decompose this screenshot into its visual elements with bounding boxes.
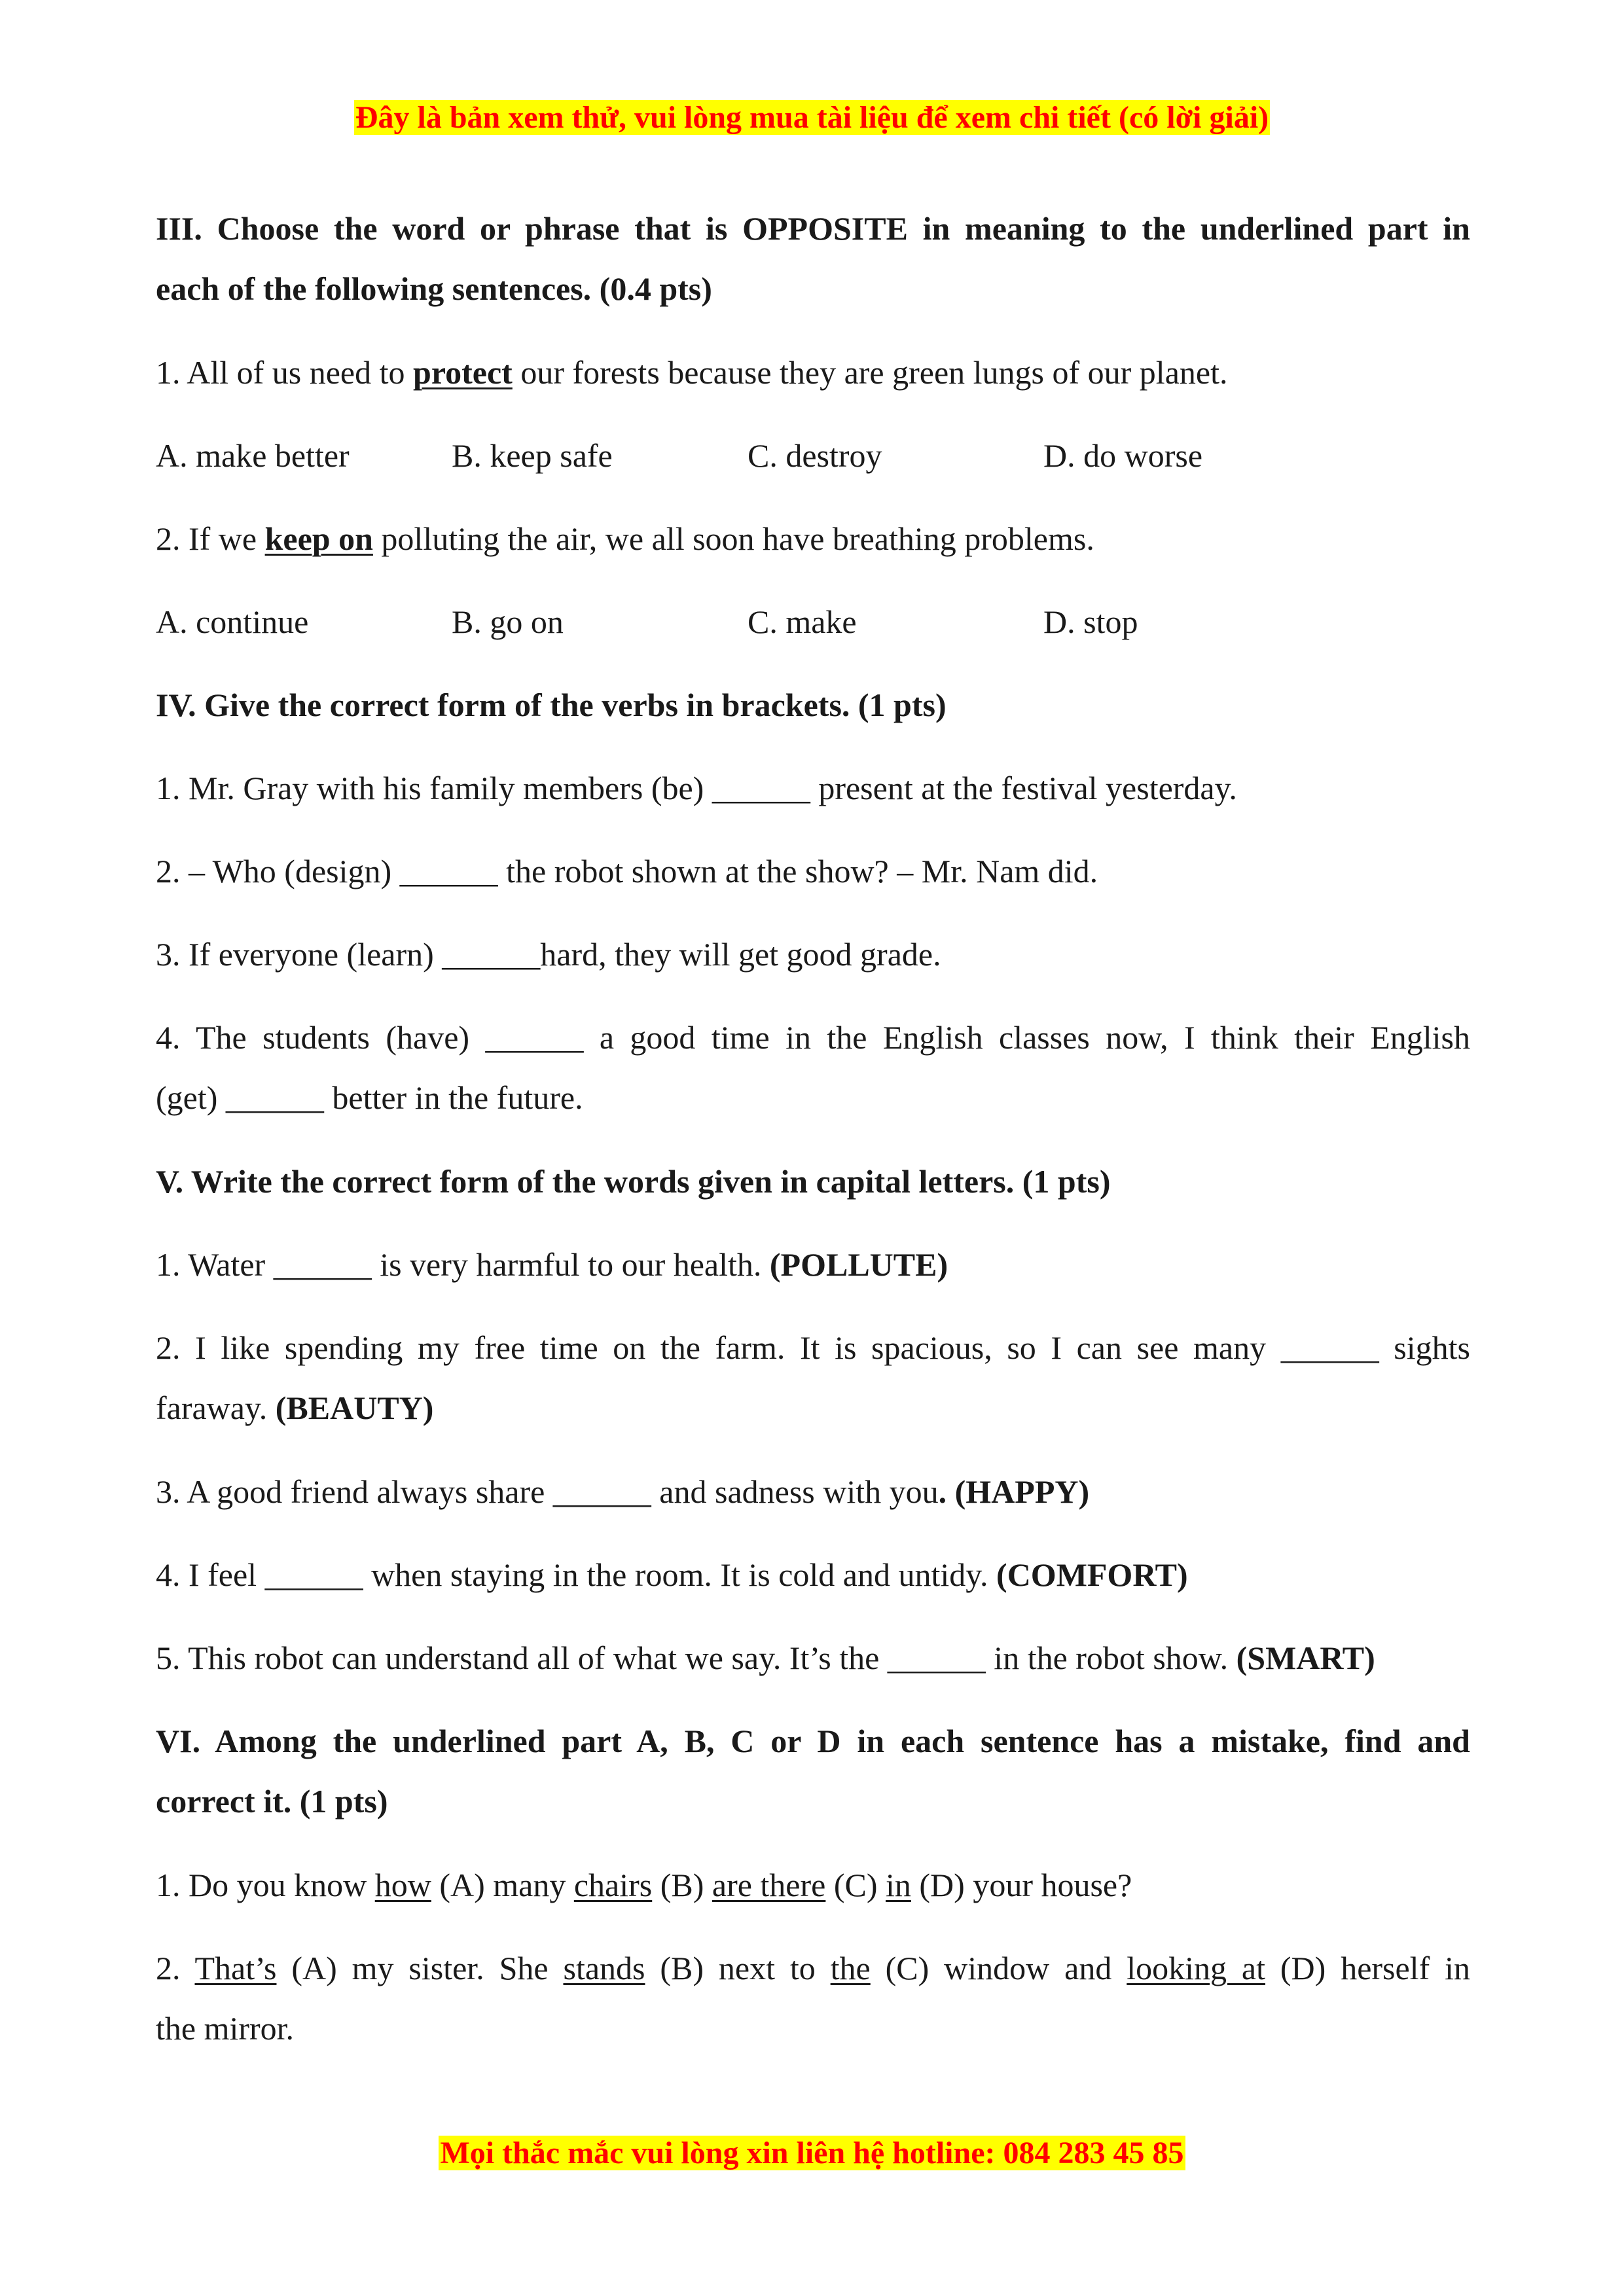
s6-q2-part-a: That’s	[194, 1950, 277, 1986]
s4-question-4-line-1: 4. The students (have) ______ a good time in the English classes now, I think their English	[156, 1019, 1470, 1056]
s6-q2-t4: (D) herself in	[1265, 1950, 1471, 1986]
s3-question-1	[156, 352, 1470, 393]
s6-q2-part-d: looking at	[1127, 1950, 1266, 1986]
s3-q2-option-c: C. make	[748, 603, 857, 640]
s6-q1-t1: (A) many	[431, 1867, 574, 1903]
s3-q2-option-d: D. stop	[1043, 603, 1138, 640]
s5-q2-text: faraway.	[156, 1390, 276, 1426]
s5-q4-word: (COMFORT)	[996, 1556, 1188, 1593]
s3-q1-option-d: D. do worse	[1043, 437, 1203, 474]
s5-question-5	[156, 1638, 1470, 1678]
s5-question-2-line-2	[156, 1388, 1470, 1428]
s6-q2-t1: (A) my sister. She	[276, 1950, 564, 1986]
s3-q2-option-a: A. continue	[156, 603, 309, 640]
s5-question-1	[156, 1244, 1470, 1285]
s6-question-2-line-1	[156, 1948, 1470, 1988]
s6-q2-part-c: the	[830, 1950, 871, 1986]
s6-question-1	[156, 1865, 1470, 1905]
s5-question-2-line-1: 2. I like spending my free time on the farm. It is spacious, so I can see many ______ sights	[156, 1329, 1470, 1366]
s3-q1-post: our forests because they are green lungs of our planet.	[512, 354, 1228, 391]
preview-banner	[0, 97, 1624, 139]
section-3-heading-line-1: III. Choose the word or phrase that is OPPOSITE in meaning to the underlined part in	[156, 210, 1470, 247]
s4-question-1: 1. Mr. Gray with his family members (be) ______ present at the festival yesterday.	[156, 770, 1237, 806]
section-4-heading: IV. Give the correct form of the verbs in brackets. (1 pts)	[156, 687, 947, 723]
s5-q1-word: (POLLUTE)	[769, 1246, 948, 1283]
s6-q2-t2: (B) next to	[645, 1950, 831, 1986]
hotline-banner	[0, 2132, 1624, 2174]
section-6-heading-line-2: correct it. (1 pts)	[156, 1783, 388, 1820]
s6-q1-t3: (C)	[825, 1867, 886, 1903]
s6-q1-t2: (B)	[652, 1867, 712, 1903]
s6-q1-t0: 1. Do you know	[156, 1867, 375, 1903]
s3-q1-option-c: C. destroy	[748, 437, 882, 474]
s6-q1-part-a: how	[374, 1867, 431, 1903]
s5-q1-text: 1. Water ______ is very harmful to our health.	[156, 1246, 770, 1283]
s3-q2-post: polluting the air, we all soon have breathing problems.	[372, 520, 1094, 557]
s3-q1-option-a: A. make better	[156, 437, 350, 474]
section-3-heading-line-2: each of the following sentences. (0.4 pts)	[156, 270, 712, 307]
section-5-heading: V. Write the correct form of the words given in capital letters. (1 pts)	[156, 1163, 1111, 1200]
hotline-banner-text: Mọi thắc mắc vui lòng xin liên hệ hotline: 084 283 45 85	[440, 2136, 1184, 2170]
s6-q1-part-d: in	[886, 1867, 911, 1903]
s6-q2-t3: (C) window and	[870, 1950, 1127, 1986]
section-6-heading-line-1: VI. Among the underlined part A, B, C or D in each sentence has a mistake, find and	[156, 1723, 1470, 1759]
s6-question-2-line-2: the mirror.	[156, 2010, 295, 2047]
s4-question-2: 2. – Who (design) ______ the robot shown at the show? – Mr. Nam did.	[156, 853, 1098, 889]
s6-q1-part-b: chairs	[573, 1867, 653, 1903]
s3-q2-option-b: B. go on	[452, 603, 564, 640]
s5-q4-text: 4. I feel ______ when staying in the room. It is cold and untidy.	[156, 1556, 997, 1593]
s3-q1-underlined: protect	[413, 354, 513, 391]
s5-q3-text: 3. A good friend always share ______ and sadness with you	[156, 1473, 939, 1510]
s5-q5-text: 5. This robot can understand all of what we say. It’s the ______ in the robot show.	[156, 1640, 1236, 1676]
s4-question-3: 3. If everyone (learn) ______hard, they will get good grade.	[156, 936, 941, 973]
s6-q2-part-b: stands	[563, 1950, 645, 1986]
s6-q1-t4: (D) your house?	[911, 1867, 1132, 1903]
s3-q1-option-b: B. keep safe	[452, 437, 613, 474]
preview-banner-text: Đây là bản xem thử, vui lòng mua tài liệu để xem chi tiết (có lời giải)	[355, 100, 1269, 135]
s5-q5-word: (SMART)	[1236, 1640, 1375, 1676]
s5-question-3	[156, 1471, 1470, 1512]
s4-question-4-line-2: (get) ______ better in the future.	[156, 1079, 583, 1116]
s3-q2-underlined: keep on	[264, 520, 373, 557]
s5-q2-word: (BEAUTY)	[275, 1390, 434, 1426]
s5-question-4	[156, 1554, 1470, 1595]
s5-q3-word: . (HAPPY)	[938, 1473, 1090, 1510]
s3-question-2	[156, 518, 1470, 559]
s3-q2-pre: 2. If we	[156, 520, 265, 557]
s6-q1-part-c: are there	[712, 1867, 826, 1903]
s3-q1-pre: 1. All of us need to	[156, 354, 414, 391]
s6-q2-t0: 2.	[156, 1950, 195, 1986]
